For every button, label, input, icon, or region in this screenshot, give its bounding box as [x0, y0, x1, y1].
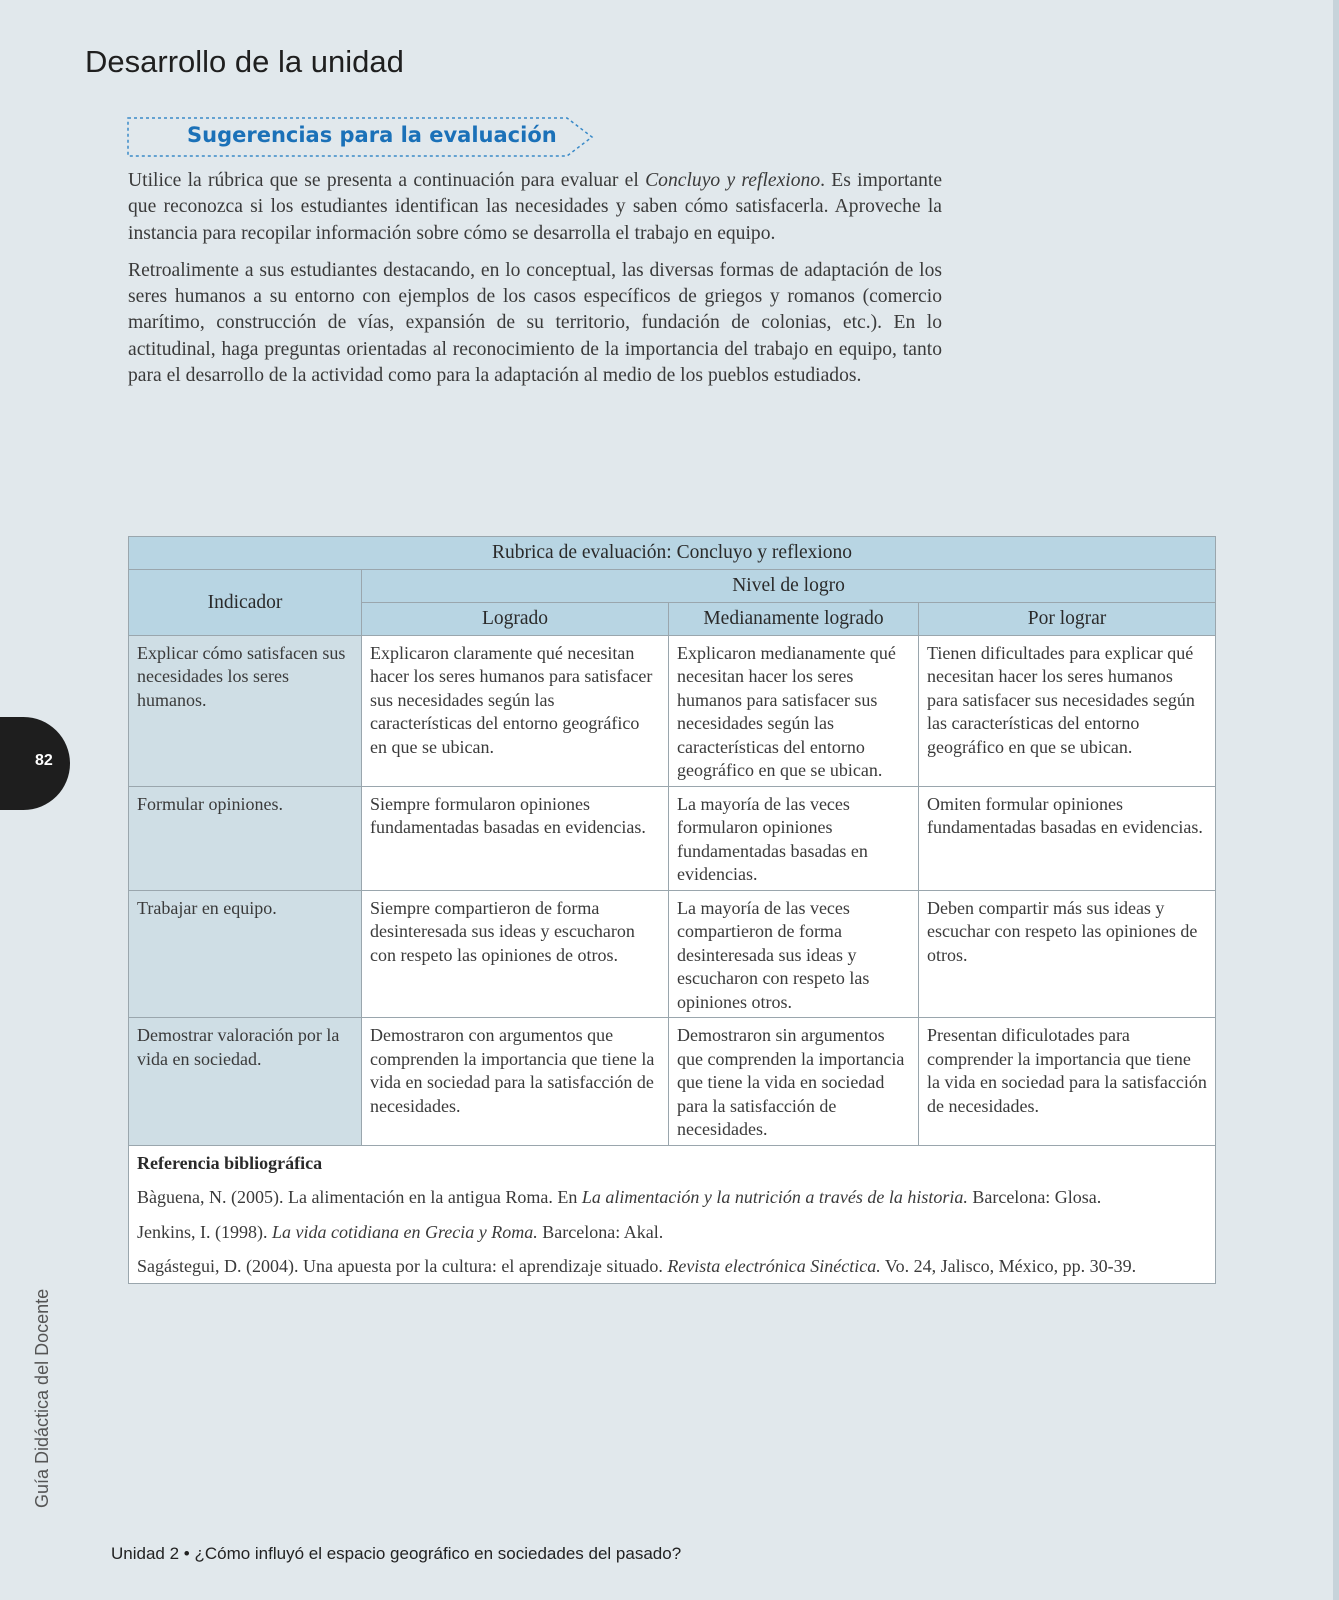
indicator-cell: Demostrar valoración por la vida en sociedad.	[129, 1018, 362, 1146]
reference-item	[137, 1255, 1207, 1279]
references-row	[129, 1145, 1216, 1283]
medianamente-cell: La mayoría de las veces compartieron de forma desinteresada sus ideas y escucharon con respeto las opiniones otros.	[669, 890, 919, 1018]
evaluation-guidance	[128, 168, 942, 400]
column-header-logrado: Logrado	[362, 602, 669, 635]
level-header: Nivel de logro	[362, 570, 1216, 603]
reference-text: Sagástegui, D. (2004). Una apuesta por la cultura: el aprendizaje situado.	[137, 1256, 668, 1276]
guidance-paragraph-2: Retroalimente a sus estudiantes destacando, en lo conceptual, las diversas formas de adaptación de los seres humanos a su entorno con ejemplos de los casos específicos de griegos y romanos (comercio marítimo, construcción de vías, expansión de su territorio, fundación de colonias, etc.). En lo actitudinal, haga preguntas orientadas al reconocimiento de la importancia del trabajo en equipo, tanto para el desarrollo de la actividad como para la adaptación al medio de los pueblos estudiados.	[128, 259, 942, 387]
column-header-medianamente-logrado: Medianamente logrado	[669, 602, 919, 635]
indicator-cell: Formular opiniones.	[129, 786, 362, 890]
reference-work-title: La vida cotidiana en Grecia y Roma.	[271, 1221, 538, 1242]
references-cell	[129, 1145, 1216, 1283]
rubric-row	[129, 786, 1216, 890]
reference-work-title: Revista electrónica Sinéctica.	[667, 1256, 881, 1276]
logrado-cell: Explicaron claramente qué necesitan hacer los seres humanos para satisfacer sus necesidades según las características del entorno geográfico en que se ubican.	[362, 635, 669, 786]
logrado-cell: Demostraron con argumentos que comprenden la importancia que tiene la vida en sociedad para la satisfacción de necesidades.	[362, 1018, 669, 1146]
reference-text: Jenkins, I. (1998).	[137, 1221, 272, 1242]
page-edge-strip	[1333, 0, 1339, 1600]
evaluation-banner	[127, 117, 594, 157]
references-title: Referencia bibliográfica	[137, 1152, 323, 1173]
guidance-text: . Es importante que reconozca si los estudiantes identifican las necesidades y saben cómo satisfacerla. Aproveche la instancia para recopilar información sobre cómo se desarrolla el trabajo en equipo.	[128, 170, 943, 244]
medianamente-cell: La mayoría de las veces formularon opiniones fundamentadas basadas en evidencias.	[669, 786, 919, 890]
por-lograr-cell: Tienen dificultades para explicar qué necesitan hacer los seres humanos para satisfacer sus necesidades según las características del entorno geográfico en que se ubican.	[919, 635, 1216, 786]
por-lograr-cell: Deben compartir más sus ideas y escuchar con respeto las opiniones de otros.	[919, 890, 1216, 1018]
guidance-text: Utilice la rúbrica que se presenta a continuación para evaluar el	[128, 170, 646, 191]
logrado-cell: Siempre formularon opiniones fundamentadas basadas en evidencias.	[362, 786, 669, 890]
reference-text: Barcelona: Glosa.	[967, 1187, 1102, 1207]
activity-name-emphasis: Concluyo y reflexiono	[645, 170, 821, 191]
rubric-row	[129, 890, 1216, 1018]
reference-text: Vo. 24, Jalisco, México, pp. 30-39.	[880, 1256, 1137, 1276]
medianamente-cell: Demostraron sin argumentos que comprenden la importancia que tiene la vida en sociedad para la satisfacción de necesidades.	[669, 1018, 919, 1146]
reference-item	[137, 1221, 1207, 1245]
side-guide-label: Guía Didáctica del Docente	[32, 1288, 52, 1508]
por-lograr-cell: Presentan dificulotades para comprender la importancia que tiene la vida en sociedad para la satisfacción de necesidades.	[919, 1018, 1216, 1146]
evaluation-banner-label: Sugerencias para la evaluación	[187, 123, 557, 147]
indicator-header: Indicador	[129, 570, 362, 636]
indicator-cell: Trabajar en equipo.	[129, 890, 362, 1018]
rubric-row	[129, 1018, 1216, 1146]
reference-item	[137, 1186, 1207, 1210]
column-header-por-lograr: Por lograr	[919, 602, 1216, 635]
por-lograr-cell: Omiten formular opiniones fundamentadas basadas en evidencias.	[919, 786, 1216, 890]
guidance-paragraph-1	[128, 168, 942, 247]
reference-text: Barcelona: Akal.	[537, 1221, 664, 1242]
reference-text: Bàguena, N. (2005). La alimentación en la antigua Roma. En	[137, 1187, 582, 1207]
rubric-table	[128, 536, 1216, 1284]
footer-unit-title: Unidad 2 • ¿Cómo influyó el espacio geográfico en sociedades del pasado?	[111, 1544, 682, 1563]
reference-work-title: La alimentación y la nutrición a través de la historia.	[581, 1187, 968, 1207]
medianamente-cell: Explicaron medianamente qué necesitan hacer los seres humanos para satisfacer sus necesidades según las características del entorno geográfico en que se ubican.	[669, 635, 919, 786]
page-title: Desarrollo de la unidad	[85, 44, 404, 79]
rubric-title: Rubrica de evaluación: Concluyo y reflexiono	[129, 537, 1216, 570]
rubric-row	[129, 635, 1216, 786]
logrado-cell: Siempre compartieron de forma desinteresada sus ideas y escucharon con respeto las opiniones de otros.	[362, 890, 669, 1018]
page-number: 82	[35, 752, 53, 769]
indicator-cell: Explicar cómo satisfacen sus necesidades los seres humanos.	[129, 635, 362, 786]
